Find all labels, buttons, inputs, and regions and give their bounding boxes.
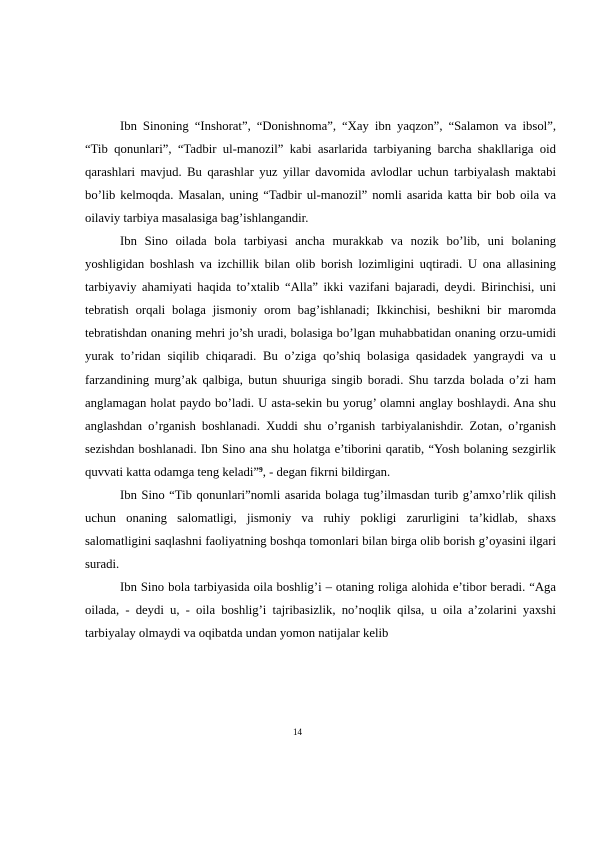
paragraph-4: Ibn Sino bola tarbiyasida oila boshlig’i – otaning roliga alohida e’tibor beradi. “Aga oilada, - deydi u, - oila boshlig’i tajribasizlik, no’noqlik qilsa, u oila a’zolarini yaxshi tarbiyalay olmaydi va oqibatda undan yomon natijalar kelib bbox=[85, 579, 556, 641]
page-number: 14 bbox=[293, 727, 302, 737]
paragraph-1: Ibn Sinoning “Inshorat”, “Donishnoma”, “Xay ibn yaqzon”, “Salamon va ibsol”, “Tib qonunlari”, “Tadbir ul-manozil” kabi asarlarida tarbiyaning barcha shakllariga oid qarashlari mavjud. Bu qarashlar yuz yillar davomida avlodlar uchun tarbiyalash maktabi bo’lib kelmoqda. Masalan, uning “Tadbir ul-manozil” nomli asarida katta bir bob oila va oilaviy tarbiya masalasiga bag’ishlangandir. bbox=[85, 119, 556, 226]
paragraph-3: Ibn Sino “Tib qonunlari”nomli asarida bolaga tug’ilmasdan turib g’amxo’rlik qilish uchun onaning salomatligi, jismoniy va ruhiy pokligi zarurligini ta’kidlab, shaxs salomatligini saqlashni faoliyatning boshqa tomonlari bilan birga olib borish g’oyasini ilgari suradi. bbox=[85, 487, 556, 571]
paragraph-2-tail: , - degan fikrni bildirgan. bbox=[262, 464, 391, 479]
page-body bbox=[85, 115, 556, 645]
footnote-reference: 9 bbox=[259, 464, 263, 474]
paragraph-2-text: Ibn Sino oilada bola tarbiyasi ancha murakkab va nozik bo’lib, uni bolaning yoshligidan boshlash va izchillik bilan olib borish lozimligini uqtiradi. U ona allasining tarbiyaviy ahamiyati haqida to’xtalib “Alla” ikki vazifani bajaradi, deydi. Birinchisi, uni tebratish orqali bolaga jismoniy orom bag’ishlanadi; Ikkinchisi, beshikni bir maromda tebratishdan onaning mehri jo’sh uradi, bolasiga bo’lgan muhabbatidan onaning orzu-umidi yurak to’ridan siqilib chiqaradi. Bu o’ziga qo’shiq bolasiga qasidadek yangraydi va u farzandining murg’ak qalbiga, butun shuuriga singib boradi. Shu tarzda bolada o’zi ham anglamagan holat paydo bo’ladi. U asta-sekin bu yorug’ olamni anglay boshlaydi. Ana shu anglashdan o’rganish boshlanadi. Xuddi shu o’rganish tarbiyalanishdir. Zotan, o’rganish sezishdan boshlanadi. Ibn Sino ana shu holatga e’tiborini qaratib, “Yosh bolaning sezgirlik quvvati katta odamga teng keladi” bbox=[85, 234, 556, 479]
paragraph-2 bbox=[85, 230, 556, 484]
